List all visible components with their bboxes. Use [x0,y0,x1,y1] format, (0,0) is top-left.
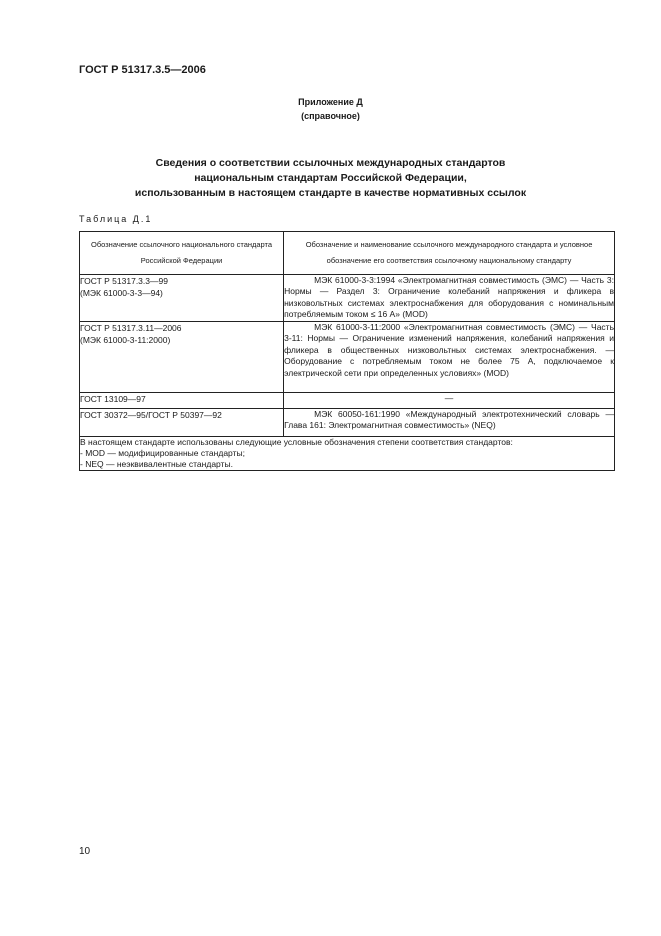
international-standard-cell: МЭК 60050-161:1990 «Международный электротехнический словарь — Глава 161: Электромагнитная совместимость» (NEQ) [284,409,615,437]
heading-line: национальным стандартам Российской Федерации, [194,172,467,184]
national-standard-line: ГОСТ 13109—97 [80,394,146,404]
appendix-label [0,95,661,123]
document-id: ГОСТ Р 51317.3.5—2006 [79,64,206,76]
table-row [80,322,615,393]
reference-table [79,231,615,471]
heading-line: Сведения о соответствии ссылочных международных стандартов [155,157,506,169]
table-row [80,393,615,409]
appendix-subtitle: (справочное) [301,111,360,121]
national-standard-cell [80,275,284,322]
international-standard-cell: МЭК 61000-3-3:1994 «Электромагнитная совместимость (ЭМС) — Часть 3: Нормы — Раздел 3: Ограничение колебаний напряжения и фликера в низковольтных системах электроснабжения для оборудования с номинальным потребляемым током ≤ 16 А» (MOD) [284,275,615,322]
table-header-row [80,232,615,275]
national-standard-cell [80,393,284,409]
table-row [80,275,615,322]
international-standard-cell: МЭК 61000-3-11:2000 «Электромагнитная совместимость (ЭМС) — Часть 3-11: Нормы — Ограничение изменений напряжения, колебаний напряжения и фликера в общественных низковольтных системах электроснабжения. — Оборудование с потребляемым током не более 75 А, подключаемое к электрической сети при определенных условиях» (MOD) [284,322,615,393]
table-caption: Таблица Д.1 [79,214,153,224]
international-standard-cell: — [284,393,615,409]
header-national-standard: Обозначение ссылочного национального стандарта Российской Федерации [80,232,284,275]
section-heading [60,156,601,201]
appendix-title: Приложение Д [298,97,363,107]
national-standard-line: (МЭК 61000-3-11:2000) [80,335,171,345]
header-international-standard: Обозначение и наименование ссылочного международного стандарта и условное обозначение его соответствия ссылочному национальному стандарту [284,232,615,275]
table-note-row [80,437,615,471]
note-item: - MOD — модифицированные стандарты; [80,448,245,458]
national-standard-line: ГОСТ Р 51317.3.11—2006 [80,323,182,333]
page-number: 10 [79,846,91,857]
note-intro: В настоящем стандарте использованы следующие условные обозначения степени соответствия стандартов: [80,437,513,447]
national-standard-cell [80,322,284,393]
note-item: - NEQ — неэквивалентные стандарты. [80,459,233,469]
table-note [80,437,615,471]
heading-line: использованным в настоящем стандарте в качестве нормативных ссылок [134,187,527,199]
table-row [80,409,615,437]
national-standard-line: (МЭК 61000-3-3—94) [80,288,163,298]
national-standard-line: ГОСТ 30372—95/ГОСТ Р 50397—92 [80,410,222,420]
national-standard-cell [80,409,284,437]
national-standard-line: ГОСТ Р 51317.3.3—99 [80,276,168,286]
